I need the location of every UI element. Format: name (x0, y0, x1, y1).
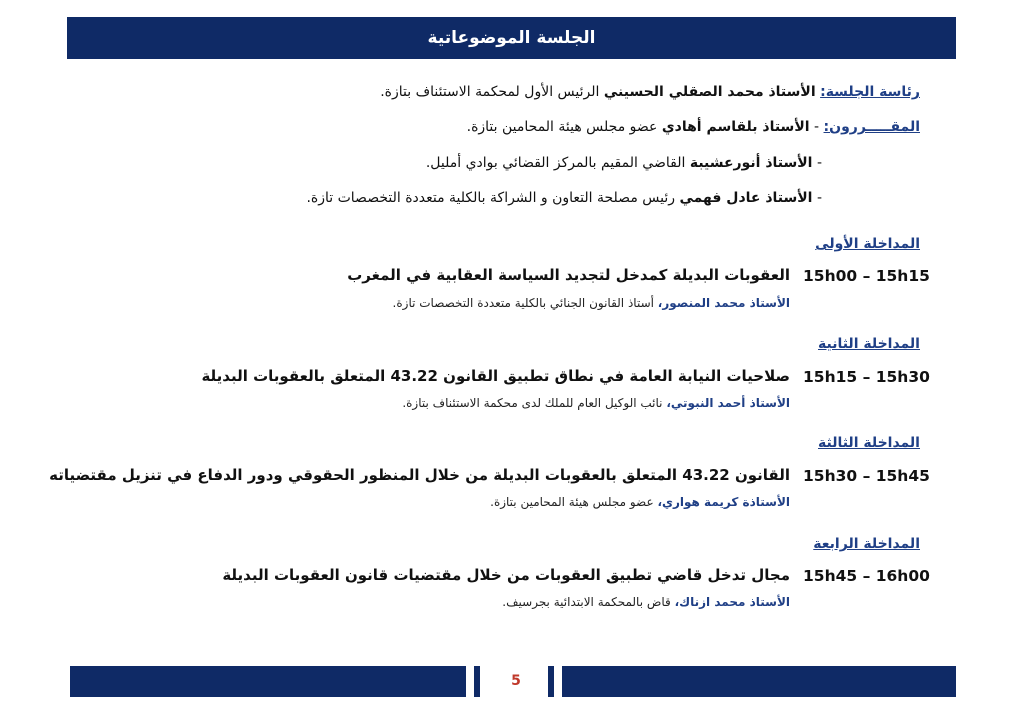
session-time: 15h30 – 15h45 (803, 467, 930, 485)
speaker-name: الأستاذ أحمد النبوتي، (666, 396, 790, 410)
footer-bar-left-accent (474, 666, 480, 697)
speaker-name: الأستاذ محمد ازناك، (674, 595, 790, 609)
speaker-desc: أستاذ القانون الجنائي بالكلية متعددة التخصصات تازة. (392, 296, 654, 310)
rapporteur-prefix: - (814, 119, 820, 135)
session-heading: المداخلة الرابعة (813, 536, 920, 552)
footer-bar-right-accent (548, 666, 554, 697)
page-number: 5 (511, 673, 521, 689)
speaker-name: الأستاذ محمد المنصور، (657, 296, 790, 310)
footer-bar-right (562, 666, 956, 697)
session-speaker (393, 296, 790, 310)
rapporteur-name: الأستاذ بلقاسم أهادي (661, 119, 810, 135)
session-title: صلاحيات النيابة العامة في نطاق تطبيق القانون 43.22 المتعلق بالعقوبات البديلة (201, 367, 790, 385)
chair-line (380, 84, 920, 100)
session-heading: المداخلة الأولى (815, 236, 920, 252)
session-heading: المداخلة الثالثة (818, 435, 920, 451)
rapporteur-prefix: - (816, 155, 822, 171)
footer-bar-left (70, 666, 466, 697)
rapporteurs-label: المقـــــررون: (823, 119, 920, 135)
chair-desc: الرئيس الأول لمحكمة الاستئناف بتازة. (380, 84, 600, 100)
speaker-name: الأستاذة كريمة هواري، (657, 495, 790, 509)
session-heading: المداخلة الثانية (818, 336, 920, 352)
chair-name: الأستاذ محمد الصقلي الحسيني (603, 84, 816, 100)
session-title: مجال تدخل قاضي تطبيق العقوبات من خلال مقتضيات قانون العقوبات البديلة (222, 566, 790, 584)
session-speaker (502, 595, 790, 609)
chair-label: رئاسة الجلسة: (820, 84, 920, 100)
session-time: 15h45 – 16h00 (803, 567, 930, 585)
session-title: العقوبات البديلة كمدخل لتجديد السياسة العقابية في المغرب (347, 266, 790, 284)
session-speaker (402, 396, 790, 410)
rapporteur-line-1 (467, 119, 920, 135)
rapporteur-line-2 (426, 155, 822, 171)
rapporteur-desc: رئيس مصلحة التعاون و الشراكة بالكلية متعددة التخصصات تازة. (306, 190, 676, 206)
speaker-desc: قاض بالمحكمة الابتدائية بجرسيف. (502, 595, 671, 609)
session-time: 15h15 – 15h30 (803, 368, 930, 386)
session-title: القانون 43.22 المتعلق بالعقوبات البديلة من خلال المنظور الحقوقي ودور الدفاع في تنزيل مقتضياته (49, 466, 790, 484)
page-title: الجلسة الموضوعاتية (427, 28, 596, 48)
session-time: 15h00 – 15h15 (803, 267, 930, 285)
speaker-desc: عضو مجلس هيئة المحامين بتازة. (490, 495, 654, 509)
rapporteur-name: الأستاذ عادل فهمي (679, 190, 813, 206)
rapporteur-prefix: - (816, 190, 822, 206)
header-bar (67, 17, 956, 59)
rapporteur-desc: عضو مجلس هيئة المحامين بتازة. (466, 119, 658, 135)
rapporteur-desc: القاضي المقيم بالمركز القضائي بوادي أمليل. (425, 155, 686, 171)
session-speaker (490, 495, 790, 509)
speaker-desc: نائب الوكيل العام للملك لدى محكمة الاستئناف بتازة. (402, 396, 663, 410)
rapporteur-name: الأستاذ أنورعشيبة (689, 155, 813, 171)
rapporteur-line-3 (306, 190, 822, 206)
